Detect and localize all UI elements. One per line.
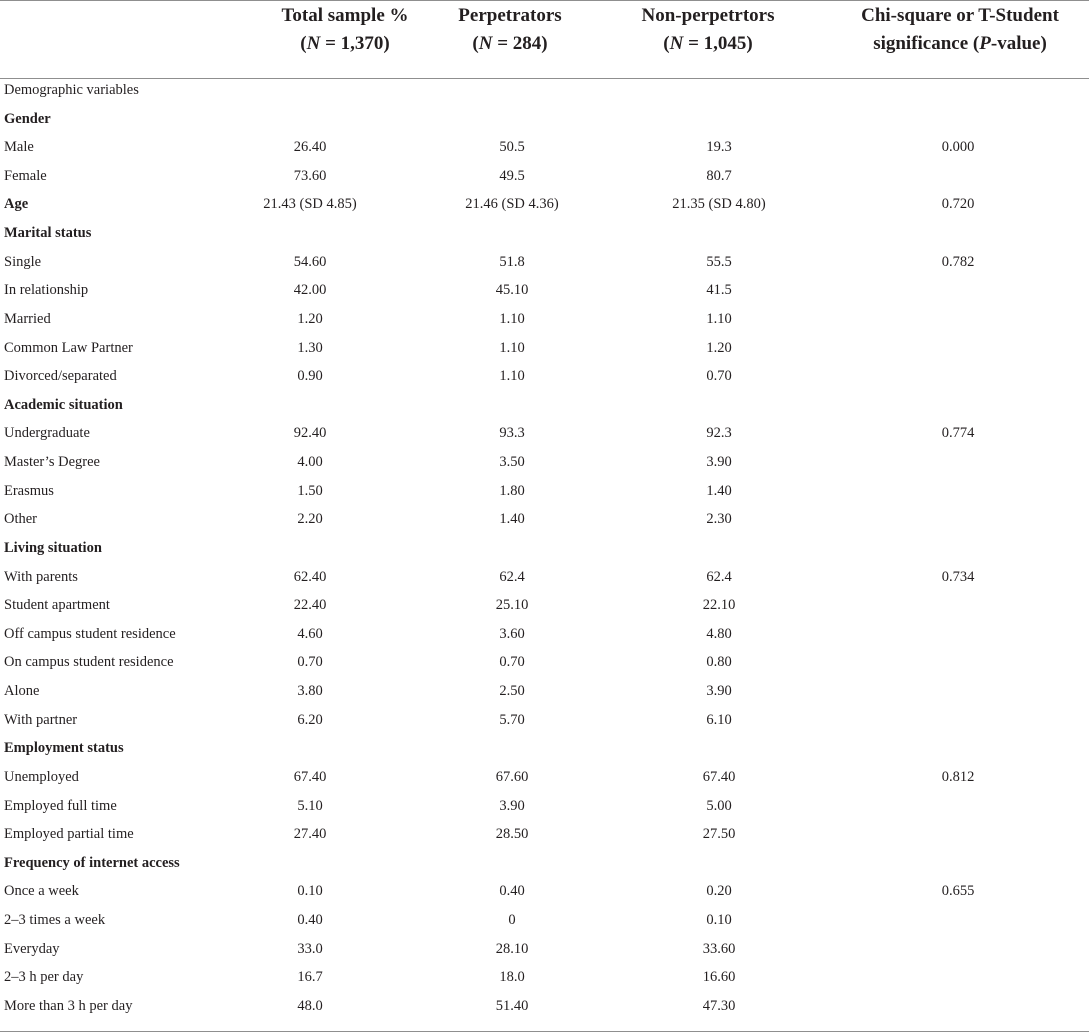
row-label: Other: [4, 511, 38, 528]
cell-non-perpetrators: 27.50: [702, 826, 736, 843]
cell-perpetrators: 51.8: [499, 253, 525, 270]
table-row: [0, 448, 1089, 477]
header-total-title: Total sample %: [281, 5, 409, 26]
row-label: Erasmus: [4, 482, 54, 499]
cell-total-sample: 4.60: [297, 625, 323, 642]
row-label: On campus student residence: [4, 654, 174, 671]
cell-non-perpetrators: 62.4: [706, 568, 732, 585]
row-label: Academic situation: [4, 396, 123, 413]
header-significance: [835, 0, 1085, 80]
cell-perpetrators: 28.50: [495, 826, 529, 843]
cell-non-perpetrators: 0.70: [706, 368, 732, 385]
cell-perpetrators: 62.4: [499, 568, 525, 585]
table-row: [0, 620, 1089, 649]
cell-perpetrators: 1.10: [499, 339, 525, 356]
row-label: Male: [4, 139, 34, 156]
cell-total-sample: 3.80: [297, 683, 323, 700]
cell-total-sample: 5.10: [297, 797, 323, 814]
header-significance-title: Chi-square or T-Student: [861, 5, 1059, 26]
cell-total-sample: 21.43 (SD 4.85): [263, 196, 357, 213]
table-row: [0, 276, 1089, 305]
table-row: [0, 877, 1089, 906]
cell-non-perpetrators: 41.5: [706, 282, 732, 299]
row-label: Divorced/separated: [4, 368, 117, 385]
cell-perpetrators: 3.50: [499, 454, 525, 471]
cell-significance: 0.655: [941, 883, 975, 900]
cell-total-sample: 0.90: [297, 368, 323, 385]
cell-non-perpetrators: 3.90: [706, 683, 732, 700]
cell-perpetrators: 5.70: [499, 711, 525, 728]
cell-perpetrators: 50.5: [499, 139, 525, 156]
header-significance-sub: significance (P-value): [873, 33, 1047, 54]
table-section-row: [0, 105, 1089, 134]
cell-perpetrators: 25.10: [495, 597, 529, 614]
row-label: Marital status: [4, 225, 92, 242]
cell-significance: 0.000: [941, 139, 975, 156]
cell-non-perpetrators: 0.20: [706, 883, 732, 900]
cell-total-sample: 54.60: [293, 253, 327, 270]
cell-perpetrators: 1.10: [499, 310, 525, 327]
cell-significance: 0.812: [941, 768, 975, 785]
cell-total-sample: 0.40: [297, 911, 323, 928]
cell-perpetrators: 67.60: [495, 768, 529, 785]
cell-total-sample: 33.0: [297, 940, 323, 957]
cell-non-perpetrators: 5.00: [706, 797, 732, 814]
table-section-row: [0, 849, 1089, 878]
row-label: Employed partial time: [4, 826, 134, 843]
cell-total-sample: 67.40: [293, 768, 327, 785]
table-row: [0, 792, 1089, 821]
cell-perpetrators: 49.5: [499, 167, 525, 184]
cell-perpetrators: 21.46 (SD 4.36): [465, 196, 559, 213]
table-row: [0, 133, 1089, 162]
row-label: Frequency of internet access: [4, 854, 180, 871]
row-label: 2–3 times a week: [4, 911, 106, 928]
table-row: [0, 505, 1089, 534]
row-label: With parents: [4, 568, 78, 585]
table-row: [0, 963, 1089, 992]
cell-non-perpetrators: 0.10: [706, 911, 732, 928]
cell-non-perpetrators: 22.10: [702, 597, 736, 614]
cell-perpetrators: 51.40: [495, 997, 529, 1014]
header-perpetrators-n: (N = 284): [472, 33, 548, 54]
cell-perpetrators: 18.0: [499, 969, 525, 986]
cell-perpetrators: 1.10: [499, 368, 525, 385]
cell-perpetrators: 1.80: [499, 482, 525, 499]
row-label: More than 3 h per day: [4, 997, 133, 1014]
cell-perpetrators: 45.10: [495, 282, 529, 299]
table-section-row: [0, 76, 1089, 105]
cell-total-sample: 1.50: [297, 482, 323, 499]
cell-perpetrators: 28.10: [495, 940, 529, 957]
table-row: [0, 419, 1089, 448]
row-label: In relationship: [4, 282, 89, 299]
row-label: Employed full time: [4, 797, 117, 814]
table-row: [0, 305, 1089, 334]
header-non-perpetrators: [598, 0, 818, 80]
cell-total-sample: 62.40: [293, 568, 327, 585]
cell-non-perpetrators: 3.90: [706, 454, 732, 471]
cell-total-sample: 6.20: [297, 711, 323, 728]
cell-perpetrators: 2.50: [499, 683, 525, 700]
table-row: [0, 248, 1089, 277]
cell-non-perpetrators: 1.10: [706, 310, 732, 327]
cell-significance: 0.782: [941, 253, 975, 270]
cell-total-sample: 92.40: [293, 425, 327, 442]
row-label: Living situation: [4, 539, 102, 556]
cell-perpetrators: 93.3: [499, 425, 525, 442]
cell-significance: 0.734: [941, 568, 975, 585]
cell-perpetrators: 3.90: [499, 797, 525, 814]
cell-total-sample: 26.40: [293, 139, 327, 156]
header-non-perpetrators-title: Non-perpetrtors: [641, 5, 775, 26]
cell-perpetrators: 0.70: [499, 654, 525, 671]
header-perpetrators: [400, 0, 620, 80]
table-row: [0, 334, 1089, 363]
row-label: 2–3 h per day: [4, 969, 84, 986]
row-label: Master’s Degree: [4, 454, 100, 471]
cell-total-sample: 42.00: [293, 282, 327, 299]
row-label: Off campus student residence: [4, 625, 176, 642]
table-row: [0, 935, 1089, 964]
row-label: Alone: [4, 683, 40, 700]
cell-non-perpetrators: 16.60: [702, 969, 736, 986]
cell-total-sample: 0.10: [297, 883, 323, 900]
cell-non-perpetrators: 47.30: [702, 997, 736, 1014]
cell-significance: 0.720: [941, 196, 975, 213]
cell-non-perpetrators: 67.40: [702, 768, 736, 785]
cell-total-sample: 4.00: [297, 454, 323, 471]
cell-perpetrators: 0: [508, 911, 516, 928]
cell-non-perpetrators: 80.7: [706, 167, 732, 184]
cell-total-sample: 0.70: [297, 654, 323, 671]
header-total-n: (N = 1,370): [300, 33, 390, 54]
table-row: [0, 591, 1089, 620]
row-label: Unemployed: [4, 768, 79, 785]
row-label: Employment status: [4, 740, 124, 757]
header-perpetrators-title: Perpetrators: [458, 5, 562, 26]
cell-non-perpetrators: 2.30: [706, 511, 732, 528]
cell-total-sample: 1.20: [297, 310, 323, 327]
cell-non-perpetrators: 55.5: [706, 253, 732, 270]
cell-total-sample: 2.20: [297, 511, 323, 528]
row-label: Once a week: [4, 883, 79, 900]
table-section-row: [0, 534, 1089, 563]
table-section-row: [0, 391, 1089, 420]
table-row: [0, 763, 1089, 792]
header-non-perpetrators-n: (N = 1,045): [663, 33, 753, 54]
table-row: [0, 992, 1089, 1021]
table-row: [0, 820, 1089, 849]
cell-non-perpetrators: 4.80: [706, 625, 732, 642]
table-row: [0, 648, 1089, 677]
table-row: [0, 362, 1089, 391]
table-section-row: [0, 734, 1089, 763]
table-row: [0, 190, 1089, 219]
row-label: With partner: [4, 711, 78, 728]
table-row: [0, 563, 1089, 592]
row-label: Demographic variables: [4, 82, 139, 98]
cell-non-perpetrators: 1.40: [706, 482, 732, 499]
row-label: Age: [4, 196, 29, 213]
cell-non-perpetrators: 21.35 (SD 4.80): [672, 196, 766, 213]
row-label: Everyday: [4, 940, 60, 957]
row-label: Married: [4, 310, 51, 327]
cell-non-perpetrators: 0.80: [706, 654, 732, 671]
cell-perpetrators: 1.40: [499, 511, 525, 528]
table-bottom-rule: [0, 1031, 1089, 1032]
cell-total-sample: 1.30: [297, 339, 323, 356]
cell-significance: 0.774: [941, 425, 975, 442]
cell-non-perpetrators: 6.10: [706, 711, 732, 728]
cell-non-perpetrators: 33.60: [702, 940, 736, 957]
table-row: [0, 906, 1089, 935]
cell-perpetrators: 3.60: [499, 625, 525, 642]
row-label: Gender: [4, 110, 51, 127]
table-row: [0, 477, 1089, 506]
table-row: [0, 162, 1089, 191]
cell-non-perpetrators: 92.3: [706, 425, 732, 442]
table-row: [0, 677, 1089, 706]
table-section-row: [0, 219, 1089, 248]
cell-total-sample: 16.7: [297, 969, 323, 986]
cell-total-sample: 22.40: [293, 597, 327, 614]
row-label: Undergraduate: [4, 425, 90, 442]
table-row: [0, 706, 1089, 735]
cell-perpetrators: 0.40: [499, 883, 525, 900]
row-label: Common Law Partner: [4, 339, 133, 356]
row-label: Student apartment: [4, 597, 110, 614]
cell-non-perpetrators: 1.20: [706, 339, 732, 356]
row-label: Female: [4, 167, 47, 184]
cell-total-sample: 73.60: [293, 167, 327, 184]
cell-total-sample: 48.0: [297, 997, 323, 1014]
row-label: Single: [4, 253, 42, 270]
cell-non-perpetrators: 19.3: [706, 139, 732, 156]
cell-total-sample: 27.40: [293, 826, 327, 843]
